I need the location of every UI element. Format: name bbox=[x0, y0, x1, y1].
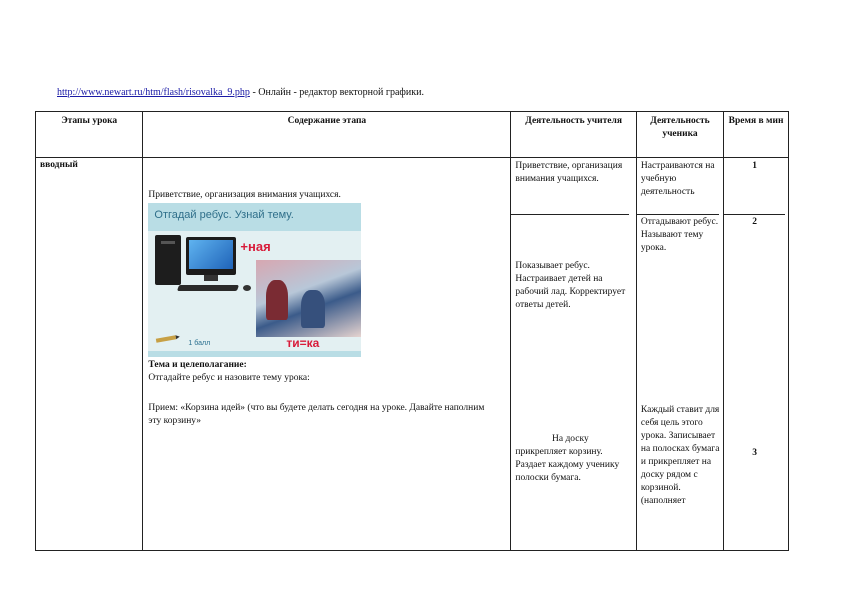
computer-tower-icon bbox=[155, 235, 181, 285]
greeting-text: Приветствие, организация внимания учащихся. bbox=[148, 190, 341, 200]
mouse-icon bbox=[243, 285, 251, 291]
source-link-line bbox=[57, 87, 424, 98]
topic-text: Отгадайте ребус и назовите тему урока: bbox=[148, 373, 310, 383]
rebus-score: 1 балл bbox=[188, 340, 211, 347]
graffiti-photo bbox=[256, 260, 361, 337]
teacher-cell bbox=[511, 158, 637, 551]
pencil-icon bbox=[156, 335, 176, 342]
topic-block bbox=[148, 359, 309, 385]
table-header-row bbox=[36, 112, 789, 158]
header-student-activity: Деятельность ученика bbox=[636, 112, 723, 158]
student-cell bbox=[636, 158, 723, 551]
rebus-image bbox=[148, 203, 361, 357]
rebus-equation: ти=ка bbox=[286, 336, 320, 350]
monitor-icon bbox=[186, 237, 236, 275]
teacher-activity-3b: прикрепляет корзину. Раздает каждому ученику полоски бумага. bbox=[515, 447, 620, 483]
header-stages: Этапы урока bbox=[36, 112, 143, 158]
time-3: 3 bbox=[752, 448, 757, 458]
stage-cell bbox=[36, 158, 143, 551]
lesson-table bbox=[35, 111, 789, 551]
content-cell bbox=[143, 158, 511, 551]
header-time: Время в мин bbox=[724, 112, 789, 158]
keyboard-icon bbox=[177, 285, 239, 291]
student-activity-1: Настраиваются на учебную деятельность bbox=[640, 161, 715, 197]
time-1: 1 bbox=[752, 161, 757, 171]
header-content: Содержание этапа bbox=[143, 112, 511, 158]
teacher-activity-3a: На доску bbox=[552, 434, 589, 444]
topic-title: Тема и целеполагание: bbox=[148, 360, 247, 370]
table-row bbox=[36, 158, 789, 551]
link-description: - Онлайн - редактор векторной графики. bbox=[249, 87, 424, 98]
student-activity-3: Каждый ставит для себя цель этого урока. Записывает на полосках бумага и прикрепляет на доску рядом с корзиной. (наполняет bbox=[640, 405, 720, 506]
teacher-activity-1: Приветствие, организация внимания учащихся. bbox=[515, 161, 623, 184]
technique-text: Прием: «Корзина идей» (что вы будете делать сегодня на уроке. Давайте наполним эту корзину» bbox=[148, 403, 485, 426]
teacher-activity-2: Показывает ребус. Настраивает детей на рабочий лад. Корректирует ответы детей. bbox=[515, 261, 626, 310]
header-teacher-activity: Деятельность учителя bbox=[511, 112, 637, 158]
student-activity-2: Отгадывают ребус. Называют тему урока. bbox=[640, 217, 719, 253]
editor-link[interactable]: http://www.newart.ru/htm/flash/risovalka_9.php bbox=[57, 87, 250, 98]
stage-name: вводный bbox=[40, 160, 78, 170]
rebus-title: Отгадай ребус. Узнай тему. bbox=[148, 203, 361, 231]
rebus-plus-text: +ная bbox=[240, 239, 271, 254]
time-cell bbox=[724, 158, 789, 551]
time-2: 2 bbox=[752, 217, 757, 227]
